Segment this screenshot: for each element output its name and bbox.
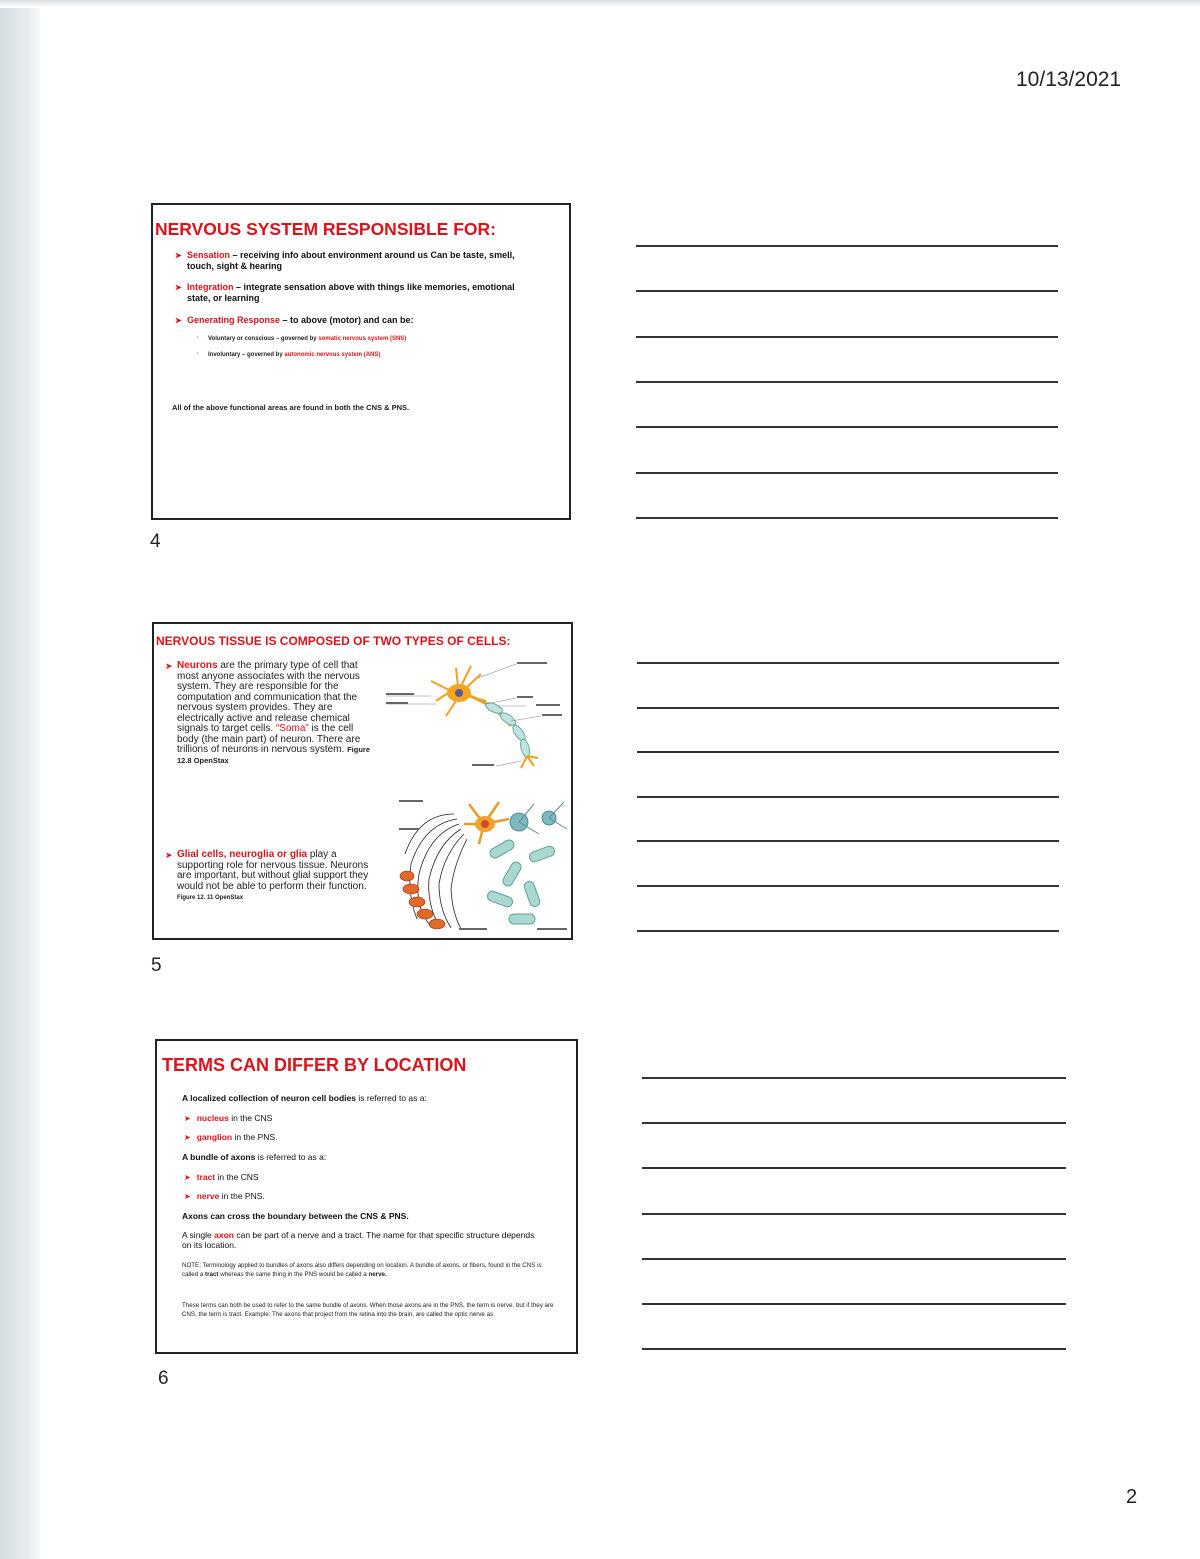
- item-text: in the PNS.: [232, 1132, 278, 1142]
- note-line: [637, 707, 1059, 709]
- slide-title: TERMS CAN DIFFER BY LOCATION: [162, 1055, 467, 1075]
- bundle-of-axons-text: [182, 1152, 326, 1162]
- item-term: tract: [196, 1172, 216, 1182]
- item-text: in the CNS: [215, 1172, 259, 1182]
- bullet-generating-response: [175, 315, 542, 326]
- slide-footer-text: All of the above functional areas are found in both the CNS & PNS.: [172, 403, 410, 412]
- page-number: 2: [1126, 1486, 1138, 1508]
- terminology-note: [182, 1261, 552, 1279]
- soma-term: “Soma”: [275, 723, 309, 734]
- bullet-text: – to above (motor) and can be:: [280, 315, 414, 325]
- item-nerve: [184, 1191, 265, 1202]
- glial-text: play a supporting role for nervous tissue. Neurons are important, but without glial support they would not be able to perform their function.: [177, 849, 369, 892]
- terms-usage-note: [182, 1301, 554, 1319]
- arrow-icon: ➤: [184, 1133, 191, 1142]
- arrow-icon: ➤: [184, 1173, 191, 1182]
- figure-reference: Figure 12. 11 OpenStax: [177, 895, 244, 901]
- bullet-term: Integration: [187, 282, 234, 292]
- slide-title: NERVOUS SYSTEM RESPONSIBLE FOR:: [155, 219, 496, 239]
- note-line: [642, 1077, 1066, 1079]
- page-date: 10/13/2021: [1016, 68, 1122, 91]
- arrow-icon: ➤: [175, 283, 182, 292]
- arrow-icon: ➤: [165, 661, 173, 671]
- axon-term: axon: [214, 1230, 234, 1240]
- item-term: nucleus: [196, 1113, 229, 1123]
- item-text: in the CNS: [228, 1113, 273, 1123]
- scan-edge: [0, 0, 40, 1559]
- note-line: [637, 885, 1059, 887]
- glial-term: Glial cells, neuroglia or glia: [177, 849, 308, 860]
- slide-number: 5: [151, 955, 162, 976]
- item-nucleus: [184, 1113, 272, 1124]
- slide-number: 6: [158, 1368, 169, 1389]
- sub-bullet-text: Voluntary or conscious – governed by: [208, 336, 319, 342]
- slide-title: NERVOUS TISSUE IS COMPOSED OF TWO TYPES OF CELLS:: [156, 634, 511, 648]
- scan-edge-top: [0, 0, 1200, 8]
- slide-4: [151, 203, 571, 520]
- item-term: ganglion: [196, 1132, 233, 1142]
- sub-bullet-term: somatic nervous system (SNS): [318, 336, 407, 342]
- bold-sentence: Axons can cross the boundary between the CNS & PNS.: [182, 1211, 409, 1221]
- note-line: [636, 336, 1058, 338]
- sub-bullet-voluntary: [197, 335, 538, 343]
- note-line: [642, 1122, 1066, 1124]
- single-axon-text: [182, 1230, 542, 1250]
- note-text: NOTE: Terminology applied to bundles of axons also differs depending on location. A bundle of axons, or fibers, found in the CNS is called a: [182, 1262, 542, 1278]
- note-line: [636, 472, 1058, 474]
- note-line: [636, 517, 1058, 519]
- plain-phrase: is referred to as a:: [355, 1093, 427, 1103]
- sub-bullet-term: autonomic nervous system (ANS): [284, 352, 381, 358]
- bullet-text: – integrate sensation above with things like memories, emotional state, or learning: [187, 282, 515, 303]
- arrow-icon: ➤: [175, 251, 182, 260]
- bullet-term: Generating Response: [187, 315, 281, 325]
- neurons-term: Neurons: [177, 660, 218, 671]
- slide-6: [155, 1039, 578, 1354]
- neurons-paragraph: [165, 660, 372, 766]
- glial-cells-diagram-image: [399, 794, 571, 934]
- neuron-diagram-image: [386, 656, 566, 774]
- plain-phrase: A single: [182, 1230, 215, 1240]
- tract-term: tract: [205, 1271, 219, 1278]
- bullet-term: Sensation: [187, 250, 231, 260]
- note-line: [636, 426, 1058, 428]
- note-line: [642, 1167, 1066, 1169]
- localized-collection-text: [182, 1093, 427, 1103]
- note-line: [637, 796, 1059, 798]
- neurons-text-2: is the cell body (the main part) of neuron. There are trillions of neurons in nervous system.: [177, 723, 361, 755]
- note-text: These terms can both be used to refer to the same bundle of axons. When those axons are in the PNS, the term is nerve, but if they are CNS, the term is tract. Example: The axons that project from the retina into the brain, are called the optic nerve as: [182, 1302, 554, 1318]
- note-line: [636, 245, 1058, 247]
- note-line: [642, 1303, 1066, 1305]
- bullet-sensation: [175, 250, 542, 272]
- item-text: in the PNS.: [219, 1191, 265, 1201]
- note-line: [636, 381, 1058, 383]
- bullet-integration: [175, 282, 532, 304]
- bullet-text: – receiving info about environment around us Can be taste, smell, touch, sight & hearing: [187, 250, 515, 271]
- figure-reference: Figure 12.8 OpenStax: [177, 745, 370, 765]
- note-line: [637, 662, 1059, 664]
- arrow-icon: ➤: [165, 850, 173, 860]
- bold-phrase: A bundle of axons: [182, 1152, 256, 1162]
- dot-icon: ·: [197, 335, 199, 341]
- nerve-term: nerve.: [368, 1271, 387, 1278]
- arrow-icon: ➤: [184, 1192, 191, 1201]
- dot-icon: ·: [197, 351, 199, 357]
- note-line: [637, 840, 1059, 842]
- note-line: [636, 290, 1058, 292]
- arrow-icon: ➤: [175, 316, 182, 325]
- item-term: nerve: [196, 1191, 220, 1201]
- note-line: [642, 1348, 1066, 1350]
- item-ganglion: [184, 1132, 277, 1143]
- note-line: [637, 930, 1059, 932]
- slide-number: 4: [150, 531, 161, 552]
- item-tract: [184, 1172, 259, 1183]
- note-text: whereas the same thing in the PNS would be called a: [218, 1271, 369, 1278]
- arrow-icon: ➤: [184, 1114, 191, 1123]
- plain-phrase: is referred to as a:: [255, 1152, 327, 1162]
- slide-5: [152, 622, 573, 940]
- sub-bullet-involuntary: [197, 351, 538, 359]
- sub-bullet-text: Involuntary – governed by: [208, 352, 285, 358]
- note-line: [637, 751, 1059, 753]
- axons-cross-boundary-text: [182, 1211, 409, 1221]
- bold-phrase: A localized collection of neuron cell bodies: [182, 1093, 356, 1103]
- glial-paragraph: [165, 849, 369, 904]
- note-line: [642, 1258, 1066, 1260]
- plain-phrase: can be part of a nerve and a tract. The name for that specific structure depends on its location.: [182, 1230, 535, 1250]
- neurons-text: are the primary type of cell that most anyone associates with the nervous system. They are responsible for the computation and communication that the nervous system provides. They are electrically active and release chemical signals to target cells.: [177, 660, 360, 734]
- note-line: [642, 1213, 1066, 1215]
